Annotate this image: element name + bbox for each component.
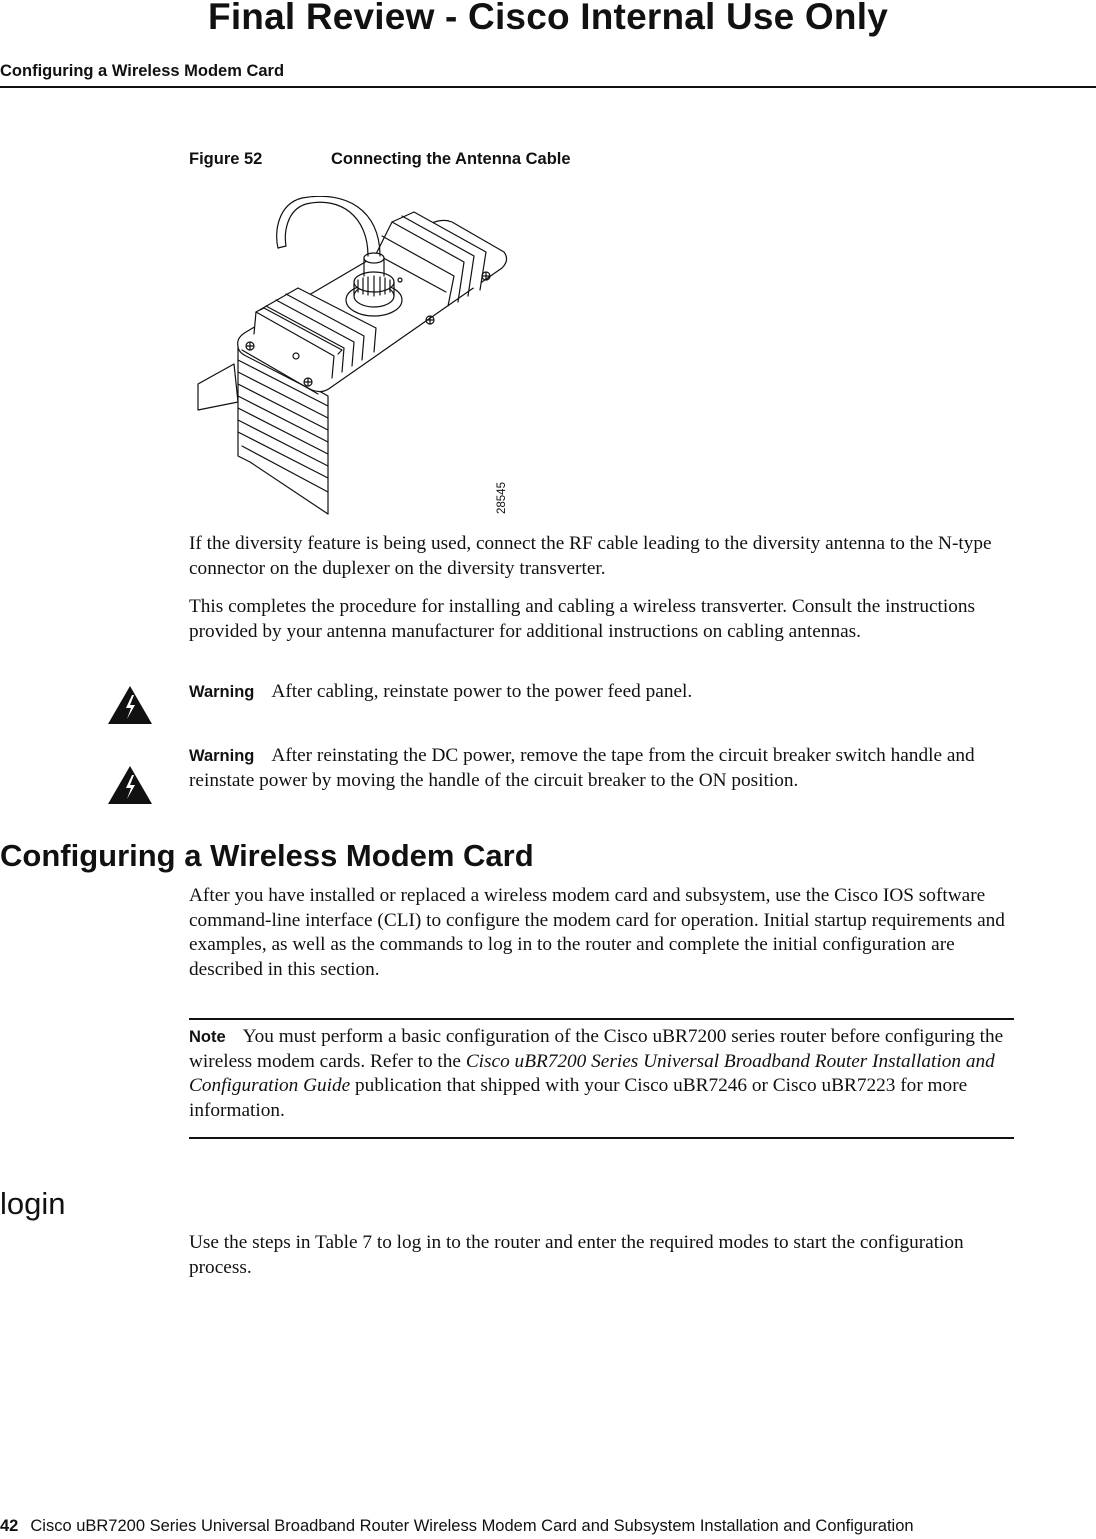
figure-title: Connecting the Antenna Cable: [331, 150, 571, 168]
note-label: Note: [189, 1028, 226, 1046]
figure-number: Figure 52: [189, 150, 263, 168]
note-guide-title: Cisco uBR7200 Series Universal Broadband Router Installation and Configuration Guide: [189, 1050, 995, 1096]
warning-2-label: Warning: [189, 747, 255, 765]
note-text-after: publication that shipped with your Cisco uBR7246 or Cisco uBR7223 for more information.: [189, 1075, 968, 1121]
warning-2-text: After reinstating the DC power, remove the tape from the circuit breaker switch handle and reinstate power by moving the handle of the circuit breaker to the ON position.: [189, 745, 975, 791]
figure-id-code: 28545: [496, 482, 508, 514]
section-heading: Configuring a Wireless Modem Card: [0, 838, 534, 873]
warning-1-label: Warning: [189, 683, 255, 701]
note-box: [189, 1018, 1014, 1139]
page-number: 42: [0, 1517, 19, 1535]
figure-caption: [189, 150, 571, 169]
warning-icon: [106, 764, 154, 806]
warning-1-text: After cabling, reinstate power to the power feed panel.: [271, 681, 693, 702]
header-rule: [0, 86, 1096, 88]
warning-2: [189, 744, 1019, 793]
paragraph-login: Use the steps in Table 7 to log in to the router and enter the required modes to start the configuration process.: [189, 1232, 964, 1278]
warning-icon: [106, 684, 154, 726]
page-footer: [0, 1517, 914, 1536]
running-header: Configuring a Wireless Modem Card: [0, 62, 285, 80]
antenna-cable-illustration: [190, 196, 520, 526]
paragraph-diversity: If the diversity feature is being used, connect the RF cable leading to the diversity antenna to the N-type connector on the duplexer on the diversity transverter.: [189, 533, 992, 579]
login-heading: login: [0, 1186, 66, 1221]
paragraph-intro: After you have installed or replaced a wireless modem card and subsystem, use the Cisco IOS software command-line interface (CLI) to configure the modem card for operation. Initial startup requirements and examples, as well as the commands to log in to the router and complete the initial configuration are described in this section.: [189, 885, 1005, 980]
watermark-title: Final Review - Cisco Internal Use Only: [208, 0, 888, 37]
warning-1: [189, 680, 1019, 705]
footer-title: Cisco uBR7200 Series Universal Broadband Router Wireless Modem Card and Subsystem Installation and Configuration: [30, 1517, 914, 1535]
paragraph-completes: This completes the procedure for installing and cabling a wireless transverter. Consult the instructions provided by your antenna manufacturer for additional instructions on cabling antennas.: [189, 596, 976, 642]
note-text-before: You must perform a basic configuration of the Cisco uBR7200 series router before configuring the wireless modem cards. Refer to the: [189, 1026, 1004, 1072]
